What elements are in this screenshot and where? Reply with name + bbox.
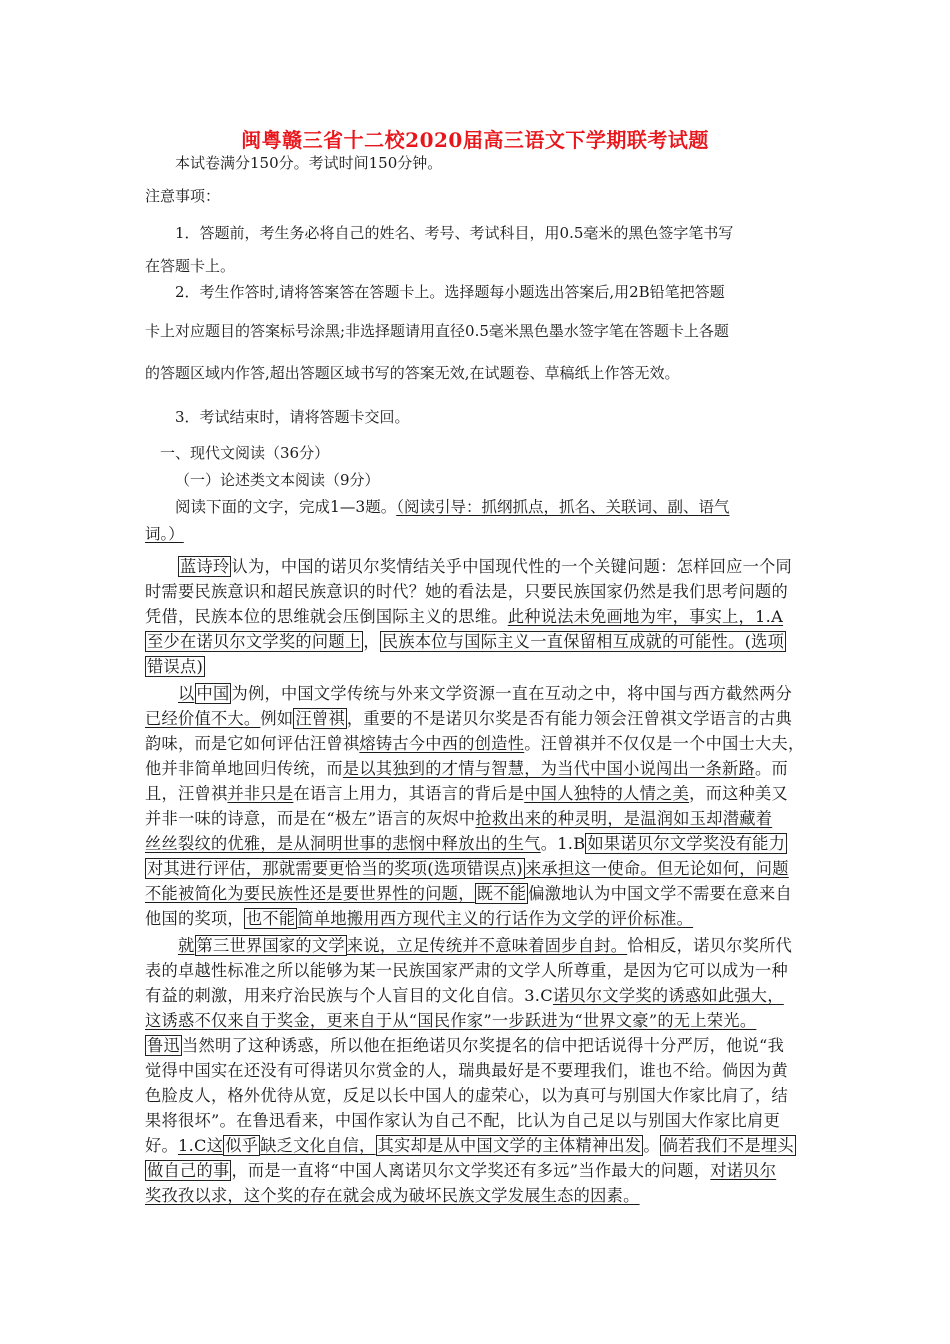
condition-box-end: 做自己的事 [147,1161,230,1180]
p2-underlined: 不能被简化为要民族性还是要世界性的问题， [145,884,475,903]
name-box: 汪曾祺 [295,709,345,728]
p2-text: 他国的奖项， [145,909,244,928]
p3-text: 当然明了这种诱惑，所以他在拒绝诺贝尔奖提名的信中把话说得十分严厉，他说“我 [181,1036,785,1055]
p1-line-2: 时需要民族意识和超民族意识的时代？她的看法是，只要民族国家仍然是我们思考问题的 [145,582,789,601]
p3-underlined: 这诱惑不仅来自于奖金，更来自于从“国民作家”一步跃进为“世界文豪”的无上荣光。 [145,1011,757,1030]
option-error-box: 民族本位与国际主义一直保留相互成就的可能性。(选项 [381,632,785,651]
keyword-box: 既不能 [476,884,527,903]
p3-line-2: 表的卓越性标准之所以能够为某一民族国家严肃的文学人所尊重，是因为它可以成为一种 [145,961,789,980]
reading-guide-note: （阅读引导：抓纲抓点，抓名、关联词、副、语气 [396,498,730,516]
option-error-box: 如果诺贝尔文学奖没有能力 [587,834,786,853]
p2-text: 以 [178,684,195,703]
p3-line-6: 觉得中国实在还没有可得诺贝尔赏金的人，瑞典最好是不要理我们，谁也不给。倘因为黄 [145,1061,789,1080]
notice-1: 1．答题前，考生务必将自己的姓名、考号、考试科目，用0.5毫米的黑色签字笔书写 [175,224,734,242]
p2-line-7 [145,833,805,855]
p2-text: 为例，中国文学传统与外来文学资源一直在互动之中，将中国与西方截然两分 [231,684,793,703]
p3-line-5 [145,1035,805,1057]
p3-line-4 [145,1010,805,1032]
p2-line-3 [145,733,805,755]
name-box: 中国 [196,684,230,703]
p1-text: ， [363,632,380,651]
p3-text: 。 [643,1136,660,1155]
notice-3: 3．考试结束时，请将答题卡交回。 [175,408,410,426]
section-heading: 一、现代文阅读（36分） [160,444,330,462]
p2-line-6 [145,808,805,830]
option-error-box-end: 对其进行评估，那就需要更恰当的奖项(选项错误点) [147,859,523,878]
reading-guide-note-end: 词。） [145,525,184,543]
p2-text: 在语言上用力，其语言的背后是 [293,784,525,803]
p1-line-4 [145,631,805,653]
p2-line-10 [145,908,805,930]
notice-2-cont-1: 卡上对应题目的答案标号涂黑;非选择题请用直径0.5毫米黑色墨水签字笔在答题卡上各题 [145,322,729,340]
p2-text: 例如 [260,709,294,728]
p2-underlined: 中国人独特的人情之美 [524,784,690,803]
p2-text: 。而 [755,759,789,778]
option-error-box: 其实却是从中国文学的主体精神出发 [377,1136,642,1155]
p3-line-10 [145,1160,805,1182]
p3-text: 有益的刺激，用来疗治民族与个人盲目的文化自信。3.C [145,986,553,1005]
name-box: 鲁迅 [147,1036,180,1055]
p2-text: 。1.B [540,834,586,853]
p2-line-2 [145,708,805,730]
document-title: 闽粤赣三省十二校2020届高三语文下学期联考试题 [241,128,709,152]
p3-underlined: 1.C这 [177,1136,224,1155]
notice-2-cont-2: 的答题区域内作答,超出答题区域书写的答案无效,在试题卷、草稿纸上作答无效。 [145,364,680,382]
exam-info: 本试卷满分150分。考试时间150分钟。 [175,154,443,172]
p3-line-3 [145,985,805,1007]
p2-line-8 [145,858,805,880]
p1-line-3 [145,606,805,628]
instruction-text: 阅读下面的文字，完成1—3题。 [175,498,397,516]
p3-line-1 [178,935,838,957]
p3-underlined: 就 [178,936,195,955]
p3-text: 好。 [145,1136,178,1155]
p3-underlined: 诺贝尔文学奖的诱惑如此强大， [552,986,784,1005]
p2-underlined: 来承担这一使命。 [524,859,657,878]
p1-text: 凭借，民族本位的思维就会压倒国际主义的思维。 [145,607,508,626]
p2-underlined: 抢救出来的种灵明，是温润如玉却潜藏着 [475,809,773,828]
notice-2: 2．考生作答时,请将答案答在答题卡上。选择题每小题选出答案后,用2B铅笔把答题 [175,283,725,301]
p2-text: 韵味，而是它如何评估汪曾祺 [145,734,360,753]
p1-line-5 [145,656,805,678]
reading-instruction [175,496,730,518]
p2-underlined: 是以其独到的才情与智慧，为当代中国小说闯出一条新路 [342,759,756,778]
p2-text: 。汪曾祺并不仅仅是一个中国士大夫， [524,734,805,753]
subsection-heading: （一）论述类文本阅读（9分） [175,471,380,489]
p3-underlined: 缺乏文化自信， [260,1136,376,1155]
notice-1-cont: 在答题卡上。 [145,257,236,275]
p2-line-1 [178,683,838,705]
scope-box: 至少在诺贝尔文学奖的问题上 [147,632,362,651]
p2-underlined: 熔铸古今中西的创造性 [359,734,525,753]
p1-line-1 [178,556,838,578]
keyword-box: 也不能 [245,909,296,928]
notice-heading: 注意事项： [145,187,221,205]
p3-underlined: 奖孜孜以求，这个奖的存在就会成为破坏民族文学发展生态的因素。 [145,1186,640,1205]
reading-guide-cont [145,523,184,545]
p2-underlined: 简单地搬用西方现代主义的行话作为文学的评价标准。 [297,909,694,928]
p3-line-11 [145,1185,805,1207]
p3-text: ，而是一直将“中国人离诺贝尔文学奖还有多远”当作最大的问题， [231,1161,711,1180]
p2-text: 偏激地认为中国文学不需要在意来自 [528,884,793,903]
p2-text: 且，汪曾祺 [145,784,228,803]
p2-text: ，而这种美又 [689,784,789,803]
p1-underlined: 此种说法未免画地为牢，事实上，1.A [507,607,784,626]
p3-text: 恰相反，诺贝尔奖所代 [627,936,793,955]
p1-text: 认为，中国的诺贝尔奖情结关乎中国现代性的一个关键问题：怎样回应一个同 [231,557,793,576]
p3-line-8: 果将很坏”。在鲁迅看来，中国作家认为自己不配，比认为自己足以与别国大作家比肩更 [145,1111,781,1130]
p2-text: 并非一味的诗意，而是在“极左”语言的灰烬中 [145,809,476,828]
p2-line-4 [145,758,805,780]
p2-underlined: 并非只是 [227,784,294,803]
p2-underlined: 已经价值不大。 [145,709,261,728]
p3-underlined: 对诺贝尔 [710,1161,777,1180]
p2-line-5 [145,783,805,805]
keyword-box: 似乎 [225,1136,259,1155]
option-error-box-end: 错误点) [147,657,204,676]
p3-line-9 [145,1135,805,1157]
p2-underlined: 但无论如何，问题 [656,859,789,878]
topic-box: 第三世界国家的文学 [196,936,345,955]
p3-underlined: 来说，立足传统并不意味着固步自封。 [346,936,628,955]
p2-underlined: 丝丝裂纹的优雅，是从洞明世事的悲悯中释放出的生气 [145,834,541,853]
p2-text: ，重要的不是诺贝尔奖是否有能力领会汪曾祺文学语言的古典 [346,709,793,728]
name-box: 蓝诗玲 [180,557,230,576]
p2-line-9 [145,883,805,905]
condition-box: 倘若我们不是埋头 [661,1136,794,1155]
p3-line-7: 色脸皮人，格外优待从宽，反足以长中国人的虚荣心，以为真可与别国大作家比肩了，结 [145,1086,789,1105]
p2-text: 他并非简单地回归传统，而 [145,759,343,778]
